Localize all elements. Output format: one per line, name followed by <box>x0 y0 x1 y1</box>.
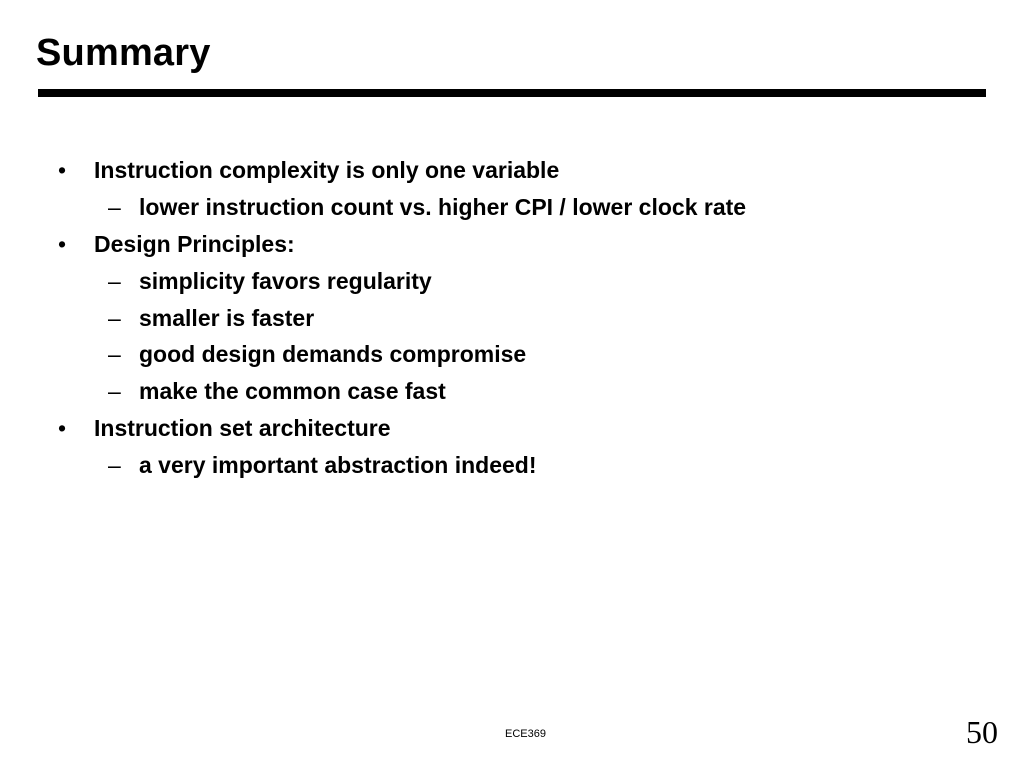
bullet-item <box>0 152 1024 189</box>
dash-marker: – <box>108 452 121 479</box>
sub-bullet-item <box>0 300 1024 337</box>
bullet-marker: • <box>58 230 67 257</box>
bullet-text: Instruction set architecture <box>94 415 391 442</box>
sub-bullet-item <box>0 373 1024 410</box>
bullet-text: Instruction complexity is only one variable <box>94 157 560 183</box>
dash-marker: – <box>108 267 121 294</box>
sub-bullet-item <box>0 336 1024 373</box>
bullet-text: Design Principles: <box>94 230 295 257</box>
bullet-list <box>0 152 1024 484</box>
dash-marker: – <box>108 378 121 405</box>
page-number: 50 <box>966 714 998 750</box>
sub-bullet-text: smaller is faster <box>139 304 315 331</box>
sub-bullet-item <box>0 447 1024 484</box>
bullet-marker: • <box>58 415 67 442</box>
sub-bullet-text: lower instruction count vs. higher CPI / lower clock rate <box>139 193 747 220</box>
sub-bullet-item <box>0 263 1024 300</box>
bullet-item <box>0 410 1024 447</box>
sub-bullet-text: good design demands compromise <box>139 341 527 368</box>
sub-bullet-item <box>0 189 1024 226</box>
title-divider <box>38 89 986 97</box>
sub-bullet-text: simplicity favors regularity <box>139 267 432 294</box>
dash-marker: – <box>108 304 121 331</box>
dash-marker: – <box>108 341 121 368</box>
bullet-item <box>0 226 1024 263</box>
footer-course-code: ECE369 <box>505 728 546 740</box>
sub-bullet-text: a very important abstraction indeed! <box>139 452 537 479</box>
bullet-marker: • <box>58 157 67 183</box>
slide-title: Summary <box>36 32 211 74</box>
dash-marker: – <box>108 193 121 220</box>
sub-bullet-text: make the common case fast <box>139 378 446 405</box>
